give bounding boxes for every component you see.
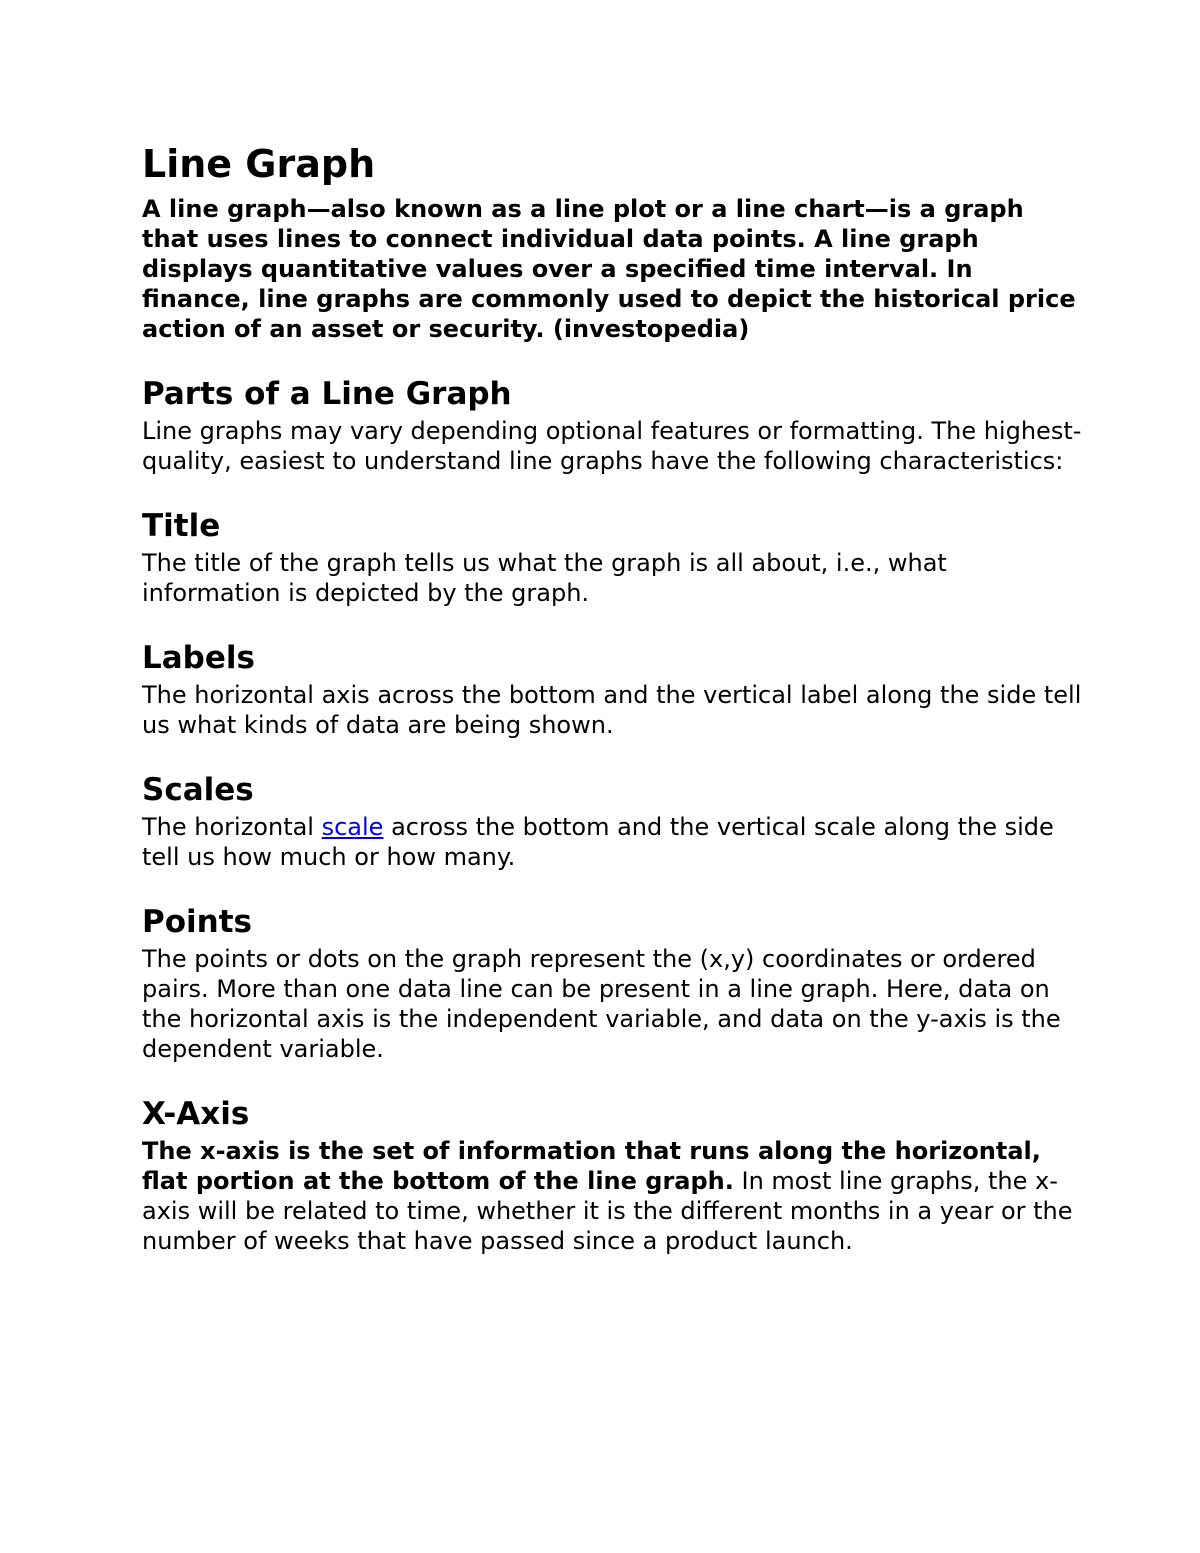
- section-heading-xaxis: X-Axis: [142, 1096, 250, 1132]
- section-body-xaxis: [142, 1136, 1082, 1256]
- section-xaxis: [142, 1094, 1082, 1256]
- section-scales: [142, 770, 1082, 872]
- section-heading-labels: Labels: [142, 640, 255, 676]
- scale-link[interactable]: scale: [321, 813, 384, 841]
- section-heading-scales: Scales: [142, 772, 254, 808]
- xaxis-rest-text: In most line graphs, the x-axis will be related to time, whether it is the different months in a year or the number of weeks that have passed since a product launch.: [142, 1167, 1073, 1255]
- document-page: [142, 140, 1082, 1256]
- section-body-labels: The horizontal axis across the bottom and the vertical label along the side tell us what kinds of data are being shown.: [142, 681, 1082, 739]
- section-parts: [142, 374, 1082, 476]
- section-body-points: The points or dots on the graph represent the (x,y) coordinates or ordered pairs. More than one data line can be present in a line graph. Here, data on the horizontal axis is the independent variable, and data on the y-axis is the dependent variable.: [142, 945, 1061, 1063]
- section-heading-title: Title: [142, 508, 221, 544]
- scales-text-before: The horizontal: [142, 813, 322, 841]
- section-heading-points: Points: [142, 904, 252, 940]
- xaxis-bold-text: The x-axis is the set of information that runs along the horizontal, flat portion at the bottom of the line graph.: [142, 1137, 1041, 1195]
- section-points: [142, 902, 1082, 1064]
- section-title: [142, 506, 1082, 608]
- section-body-parts: Line graphs may vary depending optional features or formatting. The highest-quality, easiest to understand line graphs have the following characteristics:: [142, 417, 1082, 475]
- section-body-title: The title of the graph tells us what the graph is all about, i.e., what information is depicted by the graph.: [142, 549, 947, 607]
- intro-paragraph: A line graph—also known as a line plot or a line chart—is a graph that uses lines to connect individual data points. A line graph displays quantitative values over a specified time interval. In finance, line graphs are commonly used to depict the historical price action of an asset or security. (investopedia): [142, 195, 1076, 343]
- section-body-scales: [142, 812, 1082, 872]
- page-title: Line Graph: [142, 142, 376, 186]
- section-heading-parts: Parts of a Line Graph: [142, 376, 512, 412]
- section-labels: [142, 638, 1082, 740]
- scales-text-after: across the bottom and the vertical scale along the side tell us how much or how many.: [142, 813, 1054, 871]
